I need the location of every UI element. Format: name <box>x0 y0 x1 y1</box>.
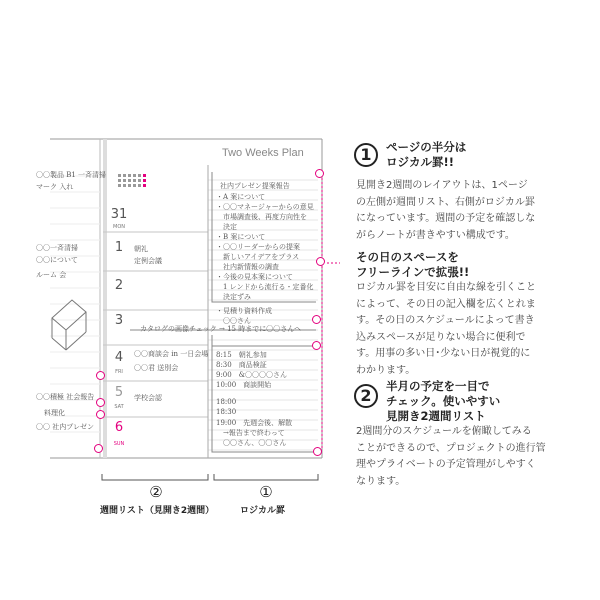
logical-line: ・〇〇マネージャーからの意見 <box>216 203 314 211</box>
day-number: 2 <box>114 278 124 293</box>
cross-day-entry: カタログの画像チェック → 15 時までに〇〇さんへ <box>140 325 302 333</box>
logical-line: ・見積り資料作成 <box>216 307 272 315</box>
logical-line: 新しいアイデアをプラス <box>216 253 300 261</box>
logical-line: 9:00 &〇〇〇〇さん <box>216 371 287 379</box>
marker-ring <box>312 341 321 350</box>
feature-1-badge: 1 <box>354 143 378 167</box>
feature-2-body: 2週間分のスケジュールを俯瞰してみる ことができるので、プロジェクトの進行管 理やプライベートの予定管理がしやすく なります。 <box>356 426 546 487</box>
note-line: 料理化 <box>44 409 65 417</box>
day-label-sunday: SUN <box>113 441 125 447</box>
marker-ring <box>96 410 105 419</box>
feature-2-badge: 2 <box>354 384 378 408</box>
label-number-2: ② <box>149 483 163 501</box>
logical-line: →報告まで終わって <box>216 429 285 437</box>
week-entry: 学校会認 <box>134 394 162 402</box>
feature-freeline-heading: その日のスペースを フリーラインで拡張!! <box>356 250 470 279</box>
feature-1-body: 見開き2週間のレイアウトは、1ページ の左側が週間リスト、右側がロジカル罫 になっています。週間の予定を確認しな がらノートが書きやすい構成です。 <box>356 180 536 241</box>
logical-line: 決定 <box>216 223 237 231</box>
day-number: 1 <box>114 240 124 255</box>
feature-2-heading: 半月の予定を一目で チェック。使いやすい 見開き2週間リスト <box>386 379 501 423</box>
logical-line: 社内プレゼン提案報告 <box>220 182 290 190</box>
day-label: FRI <box>115 369 123 375</box>
logical-line: 決定ずみ <box>216 293 251 301</box>
week-entry: 〇〇君 送別会 <box>134 364 179 372</box>
marker-ring <box>315 169 324 178</box>
day-number: 3 <box>114 313 124 328</box>
logical-line: 18:30 <box>216 408 237 416</box>
marker-ring <box>313 447 322 456</box>
feature-1-heading: ページの半分は ロジカル罫!! <box>386 140 467 169</box>
logical-line: 10:00 商談開始 <box>216 381 272 389</box>
day-label: SAT <box>114 404 124 410</box>
label-number-1: ① <box>259 483 273 501</box>
note-line: 〇〇について <box>36 256 78 264</box>
logical-line: ・今後の見本案について <box>216 273 293 281</box>
logical-line: 市場調査後、再度方向性を <box>216 213 307 221</box>
logical-line: 1 レンドから流行る・定番化 <box>216 283 314 291</box>
logical-line: 〇〇さん、〇〇さん <box>216 439 287 447</box>
logical-line: 8:30 商品検証 <box>216 361 267 369</box>
day-label: MON <box>113 224 125 230</box>
marker-ring <box>94 444 103 453</box>
weekly-list-label: 週間リスト（見開き2週間） <box>100 506 215 516</box>
feature-freeline-body: ロジカル罫を目安に自由な線を引くこと によって、その日の記入欄を広くとれま す。その日のスケジュールによって書き 込みスペースが足りない場合に便利で す。用事の多い日･少ない日が視覚的に わかります。 <box>356 282 536 376</box>
logical-line: 社内新情報の調査 <box>216 263 279 271</box>
marker-ring <box>96 398 105 407</box>
logical-line: ・B 案について <box>216 233 266 241</box>
day-number-sunday: 6 <box>114 420 124 435</box>
logical-line: 8:15 朝礼参加 <box>216 351 267 359</box>
note-line: 〇〇製品 B1 一斉清掃 <box>36 171 107 179</box>
planner-header: Two Weeks Plan <box>222 147 304 159</box>
logical-line: ・A 案について <box>216 193 266 201</box>
marker-ring <box>316 257 325 266</box>
logical-line: ・〇〇リーダーからの提案 <box>216 243 300 251</box>
day-number: 5 <box>114 385 124 400</box>
note-line: 〇〇 社内プレゼン <box>36 423 94 431</box>
note-line: ルーム 会 <box>36 271 67 279</box>
logical-line: 18:00 <box>216 398 237 406</box>
note-line: 〇〇一斉清掃 <box>36 244 78 252</box>
logical-line: 19:00 先週会後、解散 <box>216 419 293 427</box>
note-line: マーク 入れ <box>36 183 74 191</box>
day-number: 4 <box>114 350 124 365</box>
week-entry: 朝礼 <box>134 245 148 253</box>
week-entry: 〇〇商談会 in 一日会場 <box>134 350 209 358</box>
day-number: 31 <box>110 207 128 222</box>
marker-ring <box>96 371 105 380</box>
logical-line: 〇〇さん <box>216 317 251 325</box>
marker-ring <box>312 315 321 324</box>
logical-rule-label: ロジカル罫 <box>240 506 286 516</box>
week-entry: 定例会議 <box>134 257 162 265</box>
note-line: 〇〇積極 社会報告 <box>36 393 95 401</box>
